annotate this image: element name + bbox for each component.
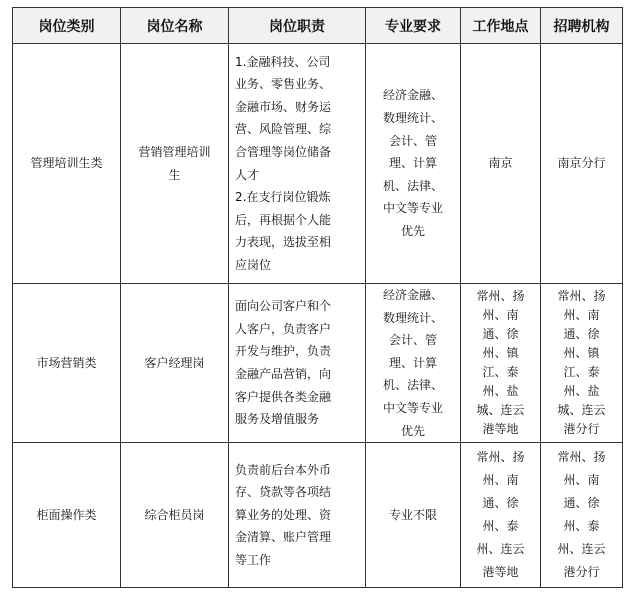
line: 常州、扬 — [476, 289, 525, 304]
line: 经济金融、 — [382, 88, 443, 103]
line: 数理统计、 — [382, 310, 443, 325]
cell-duties — [229, 44, 366, 284]
line: 1.金融科技、公司 — [235, 54, 331, 69]
cell-duties — [229, 443, 366, 588]
line: 优先 — [400, 423, 425, 438]
line: 机、法律、 — [382, 178, 443, 193]
line: 合管理等岗位储备 — [235, 144, 332, 159]
line: 常州、扬 — [557, 450, 606, 465]
line: 州、南 — [482, 308, 519, 323]
cell-org — [541, 443, 623, 588]
table-row — [13, 284, 623, 443]
line: 州、镇 — [563, 346, 600, 361]
line: 服务及增值服务 — [235, 412, 320, 427]
line: 州、连云 — [557, 542, 606, 557]
table-row — [13, 44, 623, 284]
line: 城、连云 — [557, 403, 606, 418]
header-duties: 岗位职责 — [229, 8, 366, 44]
cell-position-name — [121, 284, 229, 443]
line: 通、徐 — [563, 327, 600, 342]
cell-category: 柜面操作类 — [13, 443, 121, 588]
cell-category: 市场营销类 — [13, 284, 121, 443]
line: 面向公司客户和个 — [235, 299, 332, 314]
recruitment-table-wrapper — [12, 7, 623, 588]
line: 中文等专业 — [382, 201, 443, 216]
cell-location — [461, 443, 541, 588]
header-location: 工作地点 — [461, 8, 541, 44]
header-category: 岗位类别 — [13, 8, 121, 44]
line: 客户提供各类金融 — [235, 389, 332, 404]
line: 理、计算 — [388, 156, 437, 171]
cell-position-name — [121, 443, 229, 588]
line: 州、南 — [563, 473, 600, 488]
line: 州、泰 — [563, 519, 600, 534]
line: 客户经理岗 — [144, 355, 205, 370]
cell-major — [366, 443, 461, 588]
cell-duties — [229, 284, 366, 443]
line: 2.在支行岗位锻炼 — [235, 190, 331, 205]
line: 州、连云 — [476, 542, 525, 557]
line: 州、盐 — [482, 384, 519, 399]
line: 港等地 — [482, 422, 519, 437]
line: 港分行 — [563, 565, 600, 580]
line: 理、计算 — [388, 355, 437, 370]
line: 存、贷款等各项结 — [235, 485, 332, 500]
line: 常州、扬 — [476, 450, 525, 465]
line: 人才 — [235, 167, 260, 182]
cell-org — [541, 44, 623, 284]
cell-location — [461, 284, 541, 443]
line: 通、徐 — [482, 496, 519, 511]
line: 州、镇 — [482, 346, 519, 361]
line: 业务、零售业务、 — [235, 77, 332, 92]
cell-major — [366, 44, 461, 284]
line: 机、法律、 — [382, 378, 443, 393]
line: 优先 — [400, 223, 425, 238]
line: 金清算、账户管理 — [235, 530, 332, 545]
line: 后，再根据个人能 — [235, 212, 332, 227]
line: 会计、管 — [388, 333, 437, 348]
line: 综合柜员岗 — [144, 507, 205, 522]
line: 州、南 — [563, 308, 600, 323]
recruitment-table — [12, 7, 623, 588]
line: 数理统计、 — [382, 111, 443, 126]
line: 州、盐 — [563, 384, 600, 399]
line: 江、泰 — [563, 365, 600, 380]
line: 营销管理培训 — [138, 144, 211, 159]
line: 港分行 — [563, 422, 600, 437]
line: 算业务的处理、资 — [235, 507, 332, 522]
line: 专业不限 — [388, 507, 437, 522]
line: 人客户，负责客户 — [235, 321, 332, 336]
line: 港等地 — [482, 565, 519, 580]
line: 州、南 — [482, 473, 519, 488]
header-org: 招聘机构 — [541, 8, 623, 44]
cell-location — [461, 44, 541, 284]
line: 经济金融、 — [382, 288, 443, 302]
header-major: 专业要求 — [366, 8, 461, 44]
line: 中文等专业 — [382, 400, 443, 415]
line: 州、泰 — [482, 519, 519, 534]
line: 营、风险管理、综 — [235, 122, 332, 137]
cell-major — [366, 284, 461, 443]
table-row — [13, 443, 623, 588]
line: 金融产品营销，向 — [235, 367, 332, 382]
line: 会计、管 — [388, 133, 437, 148]
line: 金融市场、财务运 — [235, 99, 332, 114]
line: 通、徐 — [563, 496, 600, 511]
line: 通、徐 — [482, 327, 519, 342]
header-row — [13, 8, 623, 44]
line: 生 — [168, 167, 181, 182]
cell-org — [541, 284, 623, 443]
cell-category: 管理培训生类 — [13, 44, 121, 284]
line: 负责前后台本外币 — [235, 462, 332, 477]
line: 常州、扬 — [557, 289, 606, 304]
cell-position-name — [121, 44, 229, 284]
line: 南京分行 — [557, 156, 606, 171]
line: 应岗位 — [235, 257, 272, 272]
line: 等工作 — [235, 553, 272, 568]
line: 城、连云 — [476, 403, 525, 418]
header-position-name: 岗位名称 — [121, 8, 229, 44]
line: 开发与维护，负责 — [235, 344, 332, 359]
line: 南京 — [488, 156, 513, 171]
line: 江、泰 — [482, 365, 519, 380]
line: 力表现，选拔至相 — [235, 235, 332, 250]
